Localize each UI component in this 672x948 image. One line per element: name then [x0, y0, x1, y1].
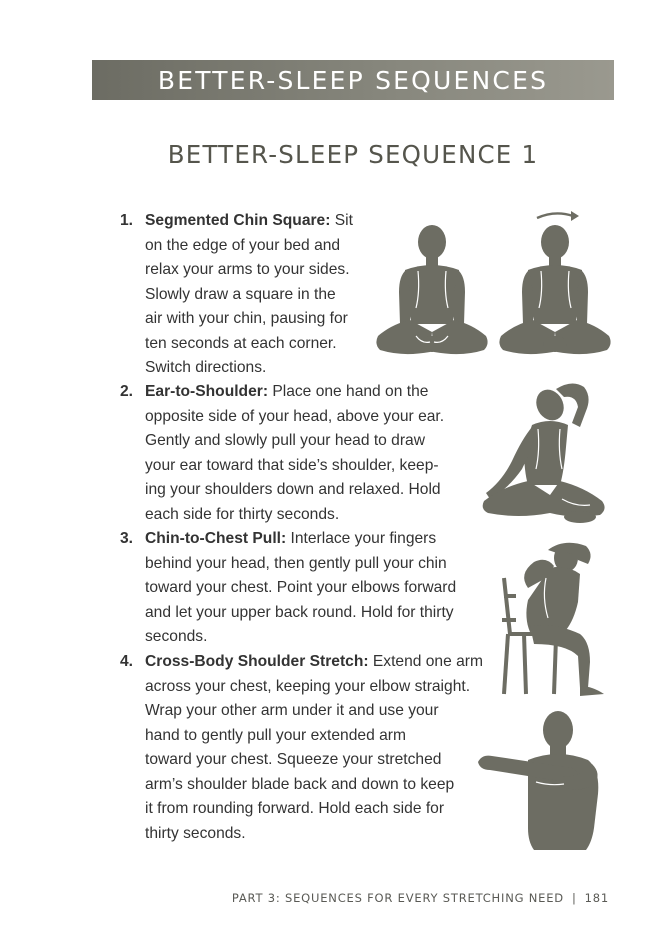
- step-line: Slowly draw a square in the: [145, 285, 336, 303]
- ear-to-shoulder-illustration: [472, 377, 612, 527]
- cross-body-shoulder-stretch-illustration: [476, 708, 606, 852]
- step-name: Ear-to-Shoulder:: [145, 383, 269, 400]
- step-line: opposite side of your head, above your ear.: [145, 407, 445, 425]
- step-line: relax your arms to your sides.: [145, 261, 350, 278]
- banner-title: BETTER-SLEEP SEQUENCES: [157, 65, 549, 95]
- sequence-title: BETTER-SLEEP SEQUENCE 1: [167, 140, 539, 169]
- step-line: across your chest, keeping your elbow straight.: [145, 677, 471, 695]
- step-line: it from rounding forward. Hold each side for: [145, 800, 445, 817]
- step-line: on the edge of your bed and: [145, 236, 341, 254]
- step-line: seconds.: [145, 628, 208, 645]
- step-name: Chin-to-Chest Pull:: [145, 530, 287, 547]
- step-line: thirty seconds.: [145, 824, 246, 842]
- page-footer: [232, 891, 609, 905]
- step-line: air with your chin, pausing for: [145, 310, 348, 327]
- step-line: behind your head, then gently pull your chin: [145, 554, 447, 572]
- step-text: [145, 650, 483, 846]
- chin-to-chest-chair-illustration: [494, 538, 612, 698]
- step-line: arm’s shoulder blade back and down to keep: [145, 775, 455, 793]
- footer-separator: |: [571, 891, 577, 905]
- step-text: [145, 209, 353, 381]
- step-line: Cross-Body Shoulder Stretch: Extend one arm: [145, 653, 483, 670]
- step-number: 1.: [120, 212, 134, 229]
- step-text: [145, 527, 456, 650]
- step-line: Segmented Chin Square: Sit: [145, 212, 353, 229]
- step-line: ing your shoulders down and relaxed. Hold: [145, 481, 441, 498]
- section-banner: [92, 60, 614, 100]
- step-line: Chin-to-Chest Pull: Interlace your fingers: [145, 530, 437, 547]
- step-line: Switch directions.: [145, 359, 267, 376]
- seated-figure-chin-square-illustration: [493, 208, 613, 364]
- step-line: and let your upper back round. Hold for thirty: [145, 603, 454, 621]
- step-line: ten seconds at each corner.: [145, 334, 337, 352]
- step-line: toward your chest. Point your elbows forward: [145, 579, 457, 596]
- step-name: Segmented Chin Square:: [145, 212, 331, 229]
- footer-section: PART 3: SEQUENCES FOR EVERY STRETCHING NEED: [231, 891, 564, 905]
- step-number: 3.: [120, 530, 134, 547]
- step-line: each side for thirty seconds.: [145, 505, 340, 523]
- step-line: hand to gently pull your extended arm: [145, 726, 406, 744]
- step-name: Cross-Body Shoulder Stretch:: [145, 653, 369, 670]
- step-line: Ear-to-Shoulder: Place one hand on the: [145, 383, 429, 400]
- step-line: Wrap your other arm under it and use your: [145, 702, 439, 719]
- step-line: toward your chest. Squeeze your stretched: [145, 751, 442, 768]
- seated-figure-illustration: [372, 212, 492, 364]
- page-number: 181: [584, 891, 609, 905]
- step-text: [145, 380, 444, 527]
- step-line: Gently and slowly pull your head to draw: [145, 432, 425, 449]
- step-number: 4.: [120, 653, 134, 670]
- arrow-icon: [571, 211, 579, 221]
- step-line: your ear toward that side’s shoulder, keep-: [145, 456, 439, 474]
- step-number: 2.: [120, 383, 134, 400]
